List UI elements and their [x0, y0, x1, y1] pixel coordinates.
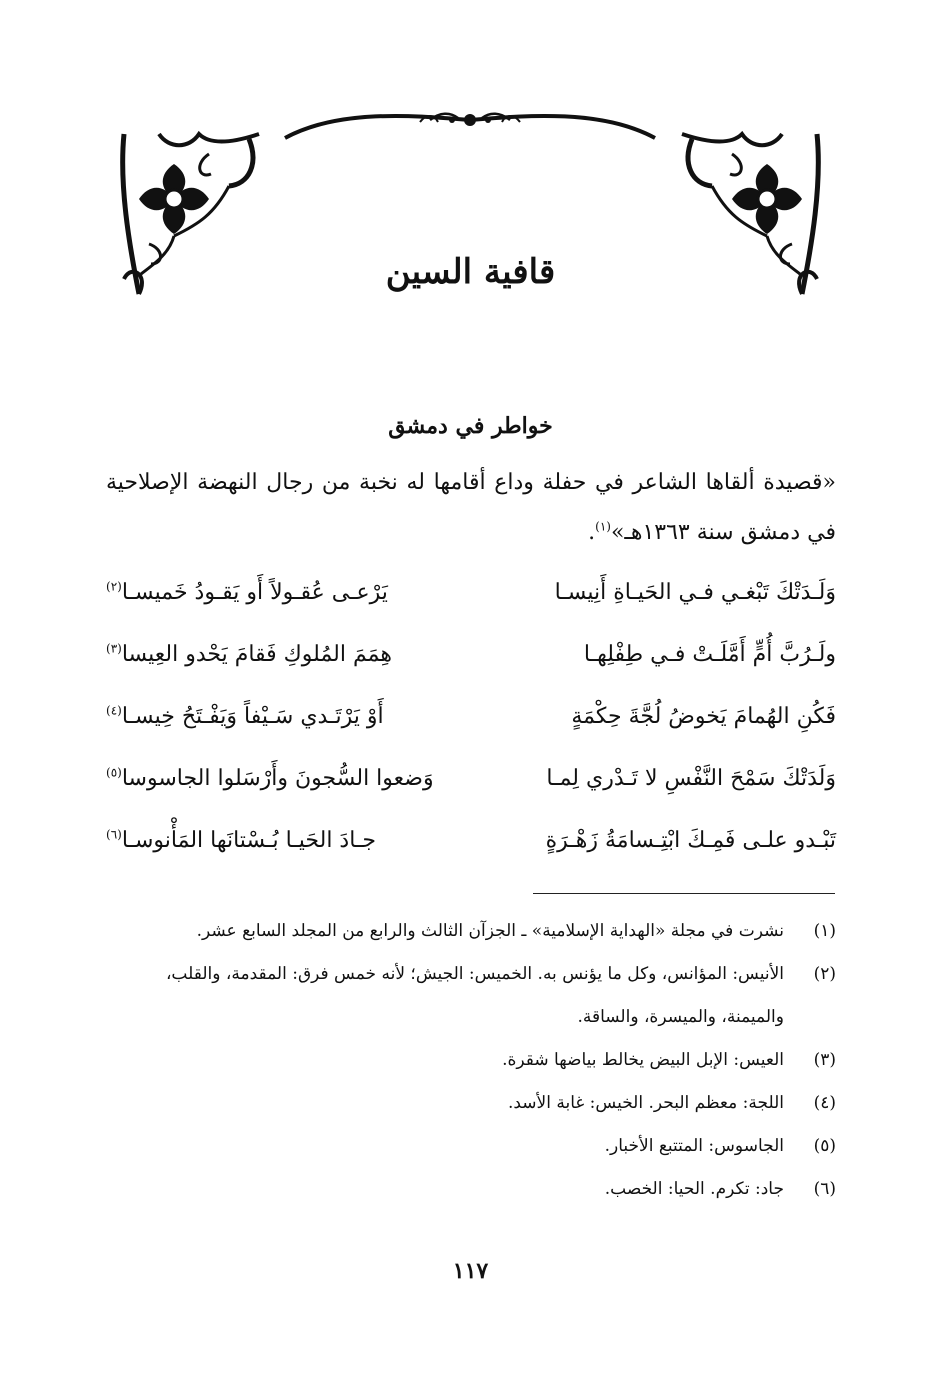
footnotes — [106, 910, 836, 1211]
chapter-title: قافية السين — [385, 252, 556, 292]
footnote-number: (٤) — [813, 1093, 836, 1113]
verse-second-text: وَضعوا السُّجونَ وأَرْسَلوا الجاسوسا — [121, 766, 434, 791]
verse — [106, 686, 836, 748]
footnote-text: الأنيس: المؤانس، وكل ما يؤنس به. الخميس: الجيش؛ لأنه خمس فرق: المقدمة، والقلب، والميمنة، والميسرة، والساقة. — [165, 964, 784, 1027]
footnote-marker: (٢) — [106, 579, 122, 594]
footnote-text: العيس: الإبل البيض يخالط بياضها شقرة. — [502, 1050, 784, 1070]
footnote-marker: (٤) — [106, 703, 122, 718]
verse-second-hemistich — [106, 624, 451, 686]
verse-second-hemistich — [106, 810, 451, 872]
verse — [106, 624, 836, 686]
decorative-rule-icon — [280, 98, 660, 148]
intro-end: . — [588, 520, 596, 545]
verse-first-hemistich: تَبْـدو علـى فَمِـكَ ابْتِـسامَةُ زَهْـرَةٍ — [545, 828, 836, 853]
footnote-number: (٦) — [813, 1179, 836, 1199]
footnote-number: (٢) — [813, 964, 836, 984]
intro-text: «قصيدة ألقاها الشاعر في حفلة وداع أقامها له نخبة من رجال النهضة الإصلاحية في دمشق سنة ١٣٦٣هـ» — [106, 470, 836, 545]
footnote-number: (١) — [813, 921, 836, 941]
verse-first-hemistich: وَلَدَتْكَ سَمْحَ النَّفْسِ لا تَـدْري لِمـا — [546, 766, 836, 791]
verse-second-hemistich — [106, 562, 451, 624]
footnote — [106, 1082, 836, 1125]
verse-second-text: يَرْعـى عُقـولاً أَو يَقـودُ خَميسـا — [121, 580, 388, 605]
footnote-marker: (٥) — [106, 765, 122, 780]
verse-first-hemistich: وَلَـدَتْكَ تَبْغـي فـي الحَيـاةِ أَنِيسـا — [554, 580, 836, 605]
verse — [106, 810, 836, 872]
footnote-text: اللجة: معظم البحر. الخيس: غابة الأسد. — [507, 1093, 784, 1113]
footnote-text: نشرت في مجلة «الهداية الإسلامية» ـ الجزآن الثالث والرابع من المجلد السابع عشر. — [196, 921, 784, 941]
verse-second-text: أَوْ يَرْتَـدي سَـيْفاً وَيَفْـتَحُ خِيسـا — [121, 704, 384, 729]
verse-second-text: هِمَمَ المُلوكِ فَقامَ يَحْدو العِيسا — [121, 642, 392, 667]
footnote — [106, 1168, 836, 1211]
footnote — [106, 953, 836, 1039]
footnote-marker: (١) — [595, 519, 611, 534]
footnote-number: (٣) — [813, 1050, 836, 1070]
poem-title: خواطر في دمشق — [388, 413, 553, 439]
poem-introduction — [106, 458, 836, 558]
footnote-marker: (٦) — [106, 827, 122, 842]
verse — [106, 748, 836, 810]
verse-second-hemistich — [106, 686, 451, 748]
footnote — [106, 1125, 836, 1168]
verse-first-hemistich: ولَـرُبَّ أُمٍّ أَمَّلَـتْ فـي طِفْلِهـا — [583, 642, 836, 667]
verse-second-text: جـادَ الحَيـا بُـسْتانَها المَأْنوسـا — [121, 828, 376, 853]
verse-first-hemistich: فَكُنِ الهُمامَ يَخوضُ لُجَّةَ حِكْمَةٍ — [571, 704, 836, 729]
footnote — [106, 1039, 836, 1082]
footnote-text: الجاسوس: المتتبع الأخبار. — [604, 1136, 784, 1156]
poem-verses — [106, 562, 836, 872]
footnote — [106, 910, 836, 953]
footnote-number: (٥) — [813, 1136, 836, 1156]
footnote-text: جاد: تكرم. الحيا: الخصب. — [604, 1179, 784, 1199]
footnote-marker: (٣) — [106, 641, 122, 656]
page-number: ١١٧ — [452, 1258, 489, 1284]
verse — [106, 562, 836, 624]
verse-second-hemistich — [106, 748, 451, 810]
footnote-divider — [533, 893, 835, 894]
